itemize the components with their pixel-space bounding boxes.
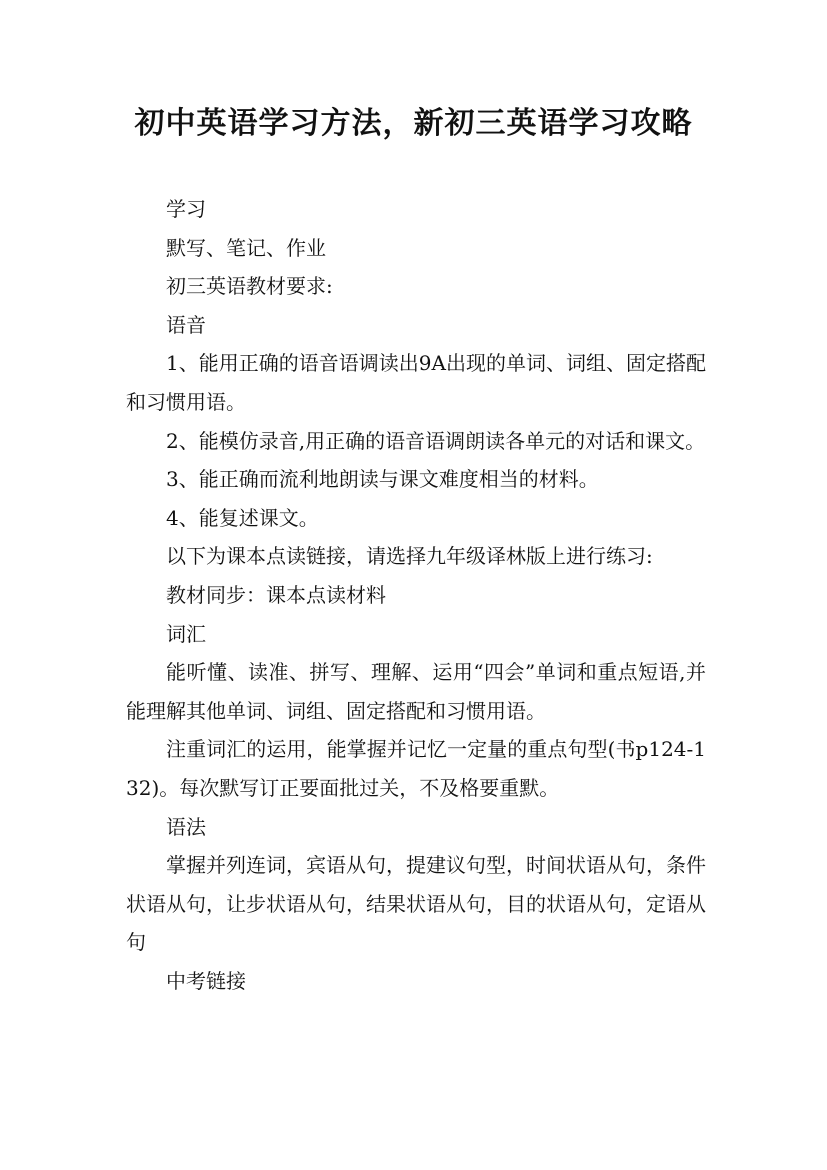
document-body bbox=[126, 190, 706, 1000]
paragraph-textbook-requirements: 初三英语教材要求: bbox=[166, 274, 333, 299]
paragraph-heading-pronunciation: 语音 bbox=[166, 312, 206, 337]
paragraph-study-items: 默写、笔记、作业 bbox=[166, 235, 326, 260]
paragraph-pronunciation-2: 2、能模仿录音,用正确的语音语调朗读各单元的对话和课文。 bbox=[166, 428, 706, 453]
document-title: 初中英语学习方法，新初三英语学习攻略 bbox=[134, 106, 693, 141]
paragraph-textbook-sync: 教材同步：课本点读材料 bbox=[166, 582, 386, 607]
paragraph-vocabulary-1: 能听懂、读准、拼写、理解、运用“四会”单词和重点短语,并能理解其他单词、词组、固定搭配和习惯用语。 bbox=[126, 660, 706, 723]
paragraph-grammar-1: 掌握并列连词，宾语从句，提建议句型，时间状语从句，条件状语从句，让步状语从句，结果状语从句，目的状语从句，定语从句 bbox=[126, 853, 706, 955]
paragraph-heading-study: 学习 bbox=[166, 197, 206, 221]
paragraph-reading-link-note: 以下为课本点读链接，请选择九年级译林版上进行练习: bbox=[166, 544, 653, 569]
paragraph-vocabulary-2: 注重词汇的运用，能掌握并记忆一定量的重点句型(书p124-132)。每次默写订正要面批过关，不及格要重默。 bbox=[126, 737, 706, 800]
paragraph-pronunciation-4: 4、能复述课文。 bbox=[166, 505, 319, 530]
paragraph-heading-vocabulary: 词汇 bbox=[166, 621, 206, 646]
paragraph-heading-exam-link: 中考链接 bbox=[166, 968, 246, 993]
paragraph-pronunciation-1: 1、能用正确的语音语调读出9A出现的单词、词组、固定搭配和习惯用语。 bbox=[126, 351, 706, 414]
paragraph-heading-grammar: 语法 bbox=[166, 814, 206, 839]
paragraph-pronunciation-3: 3、能正确而流利地朗读与课文难度相当的材料。 bbox=[166, 467, 599, 492]
